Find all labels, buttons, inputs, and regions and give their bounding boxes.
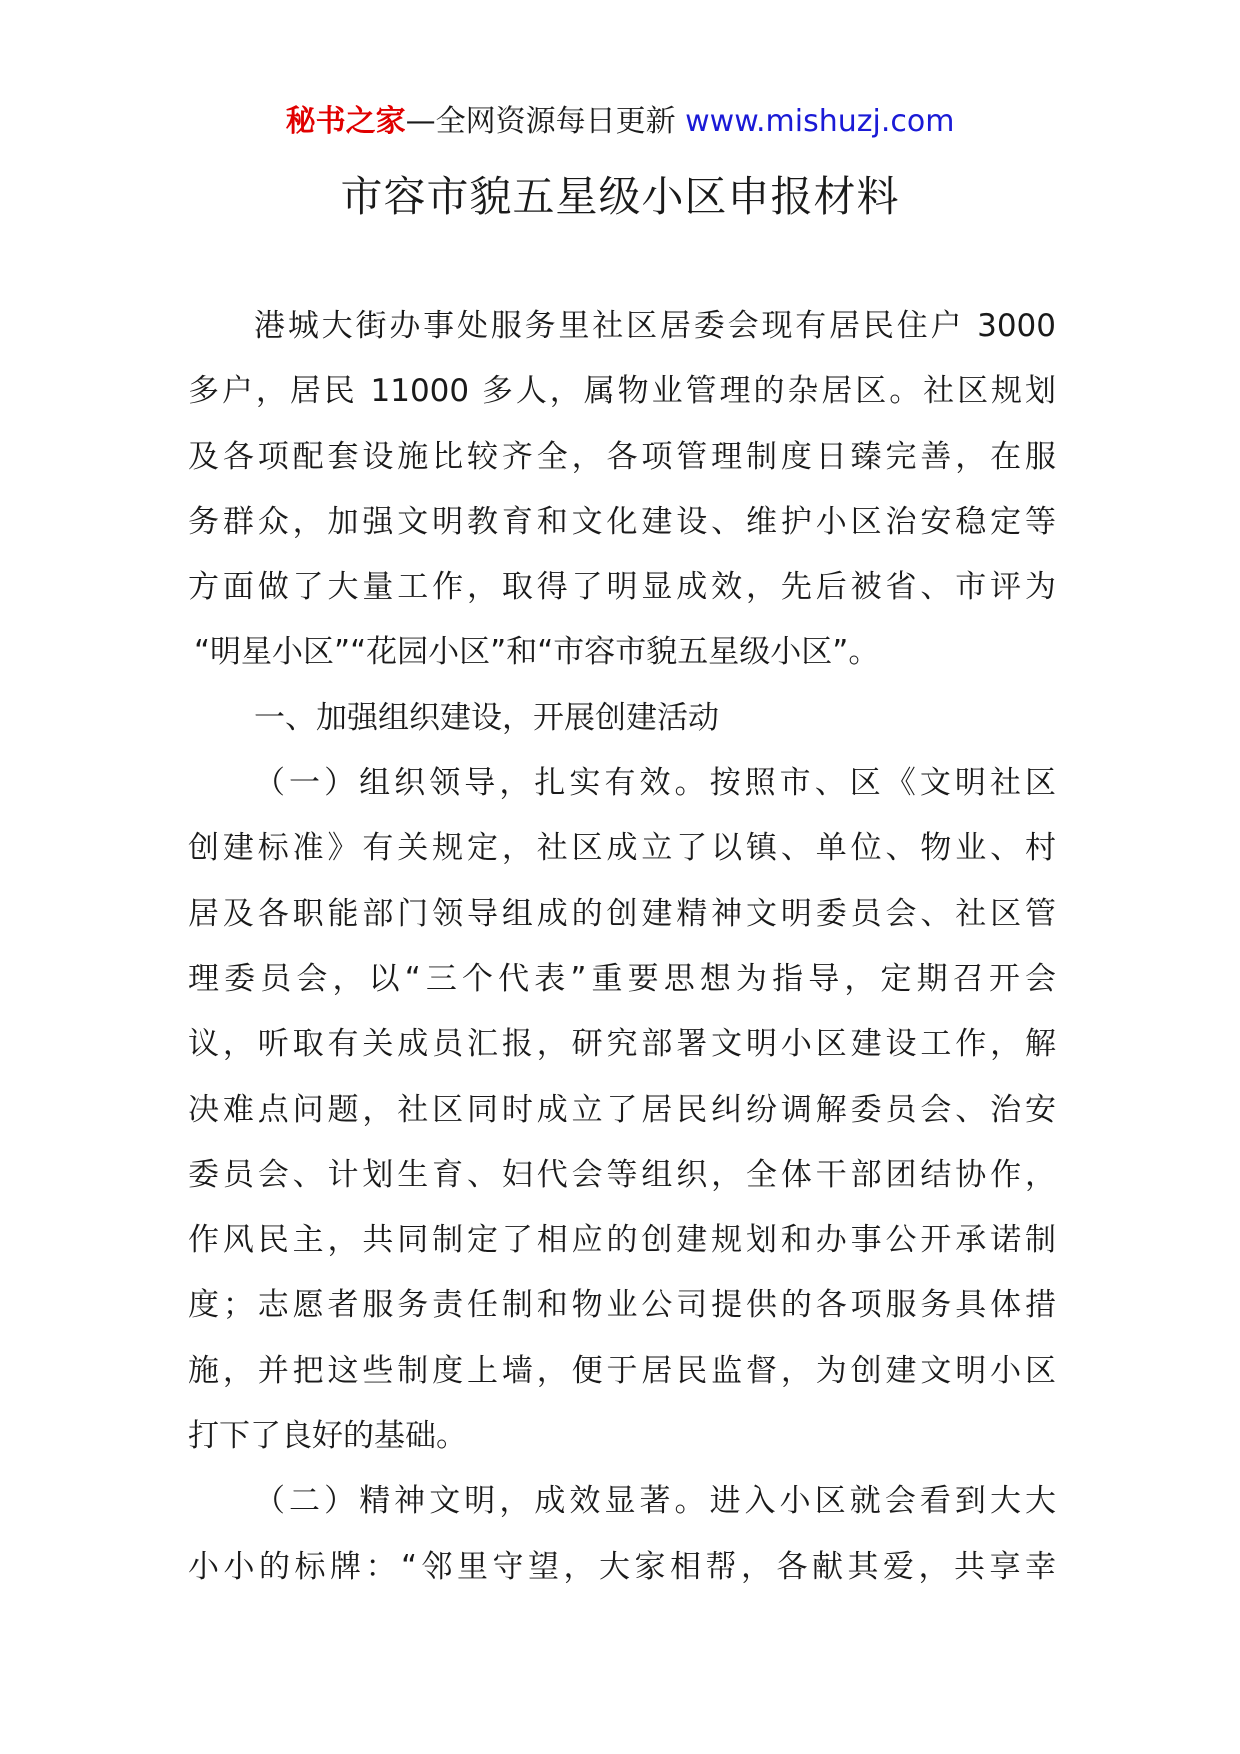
- paragraph-line: 决难点问题，社区同时成立了居民纠纷调解委员会、治安: [188, 1091, 1056, 1128]
- paragraph-line: “明星小区”“花园小区”和“市容市貌五星级小区”。: [194, 634, 880, 671]
- paragraph-line: （一）组织领导，扎实有效。按照市、区《文明社区: [254, 765, 1056, 802]
- paragraph-line: 方面做了大量工作，取得了明显成效，先后被省、市评为: [188, 569, 1056, 606]
- paragraph-line: 施，并把这些制度上墙，便于居民监督，为创建文明小区: [188, 1352, 1056, 1389]
- paragraph-line: 居及各职能部门领导组成的创建精神文明委员会、社区管: [188, 895, 1056, 932]
- section-heading: 一、加强组织建设，开展创建活动: [254, 699, 719, 736]
- site-url-link[interactable]: www.mishuzj.com: [685, 104, 955, 139]
- site-slogan: —全网资源每日更新: [405, 104, 676, 139]
- paragraph-line: 理委员会，以“三个代表”重要思想为指导，定期召开会: [188, 960, 1056, 997]
- paragraph-line: 多户，居民 11000 多人，属物业管理的杂居区。社区规划: [188, 373, 1056, 410]
- paragraph-line: （二）精神文明，成效显著。进入小区就会看到大大: [254, 1483, 1056, 1520]
- site-brand: 秘书之家: [285, 104, 406, 139]
- site-header: [0, 100, 1240, 144]
- document-body: [188, 294, 1056, 1600]
- paragraph-line: 委员会、计划生育、妇代会等组织，全体干部团结协作，: [188, 1156, 1056, 1193]
- paragraph-line: 打下了良好的基础。: [188, 1418, 467, 1455]
- paragraph-line: 创建标准》有关规定，社区成立了以镇、单位、物业、村: [188, 830, 1056, 867]
- paragraph-line: 及各项配套设施比较齐全，各项管理制度日臻完善，在服: [188, 438, 1056, 475]
- paragraph-line: 小小的标牌：“邻里守望，大家相帮，各献其爱，共享幸: [188, 1548, 1056, 1585]
- paragraph-line: 议，听取有关成员汇报，研究部署文明小区建设工作，解: [188, 1026, 1056, 1063]
- paragraph-line: 务群众，加强文明教育和文化建设、维护小区治安稳定等: [188, 503, 1056, 540]
- document-title: 市容市貌五星级小区申报材料: [340, 172, 900, 221]
- paragraph-line: 港城大街办事处服务里社区居委会现有居民住户 3000: [254, 308, 1056, 344]
- paragraph-line: 度；志愿者服务责任制和物业公司提供的各项服务具体措: [188, 1287, 1056, 1324]
- paragraph-line: 作风民主，共同制定了相应的创建规划和办事公开承诺制: [188, 1222, 1056, 1259]
